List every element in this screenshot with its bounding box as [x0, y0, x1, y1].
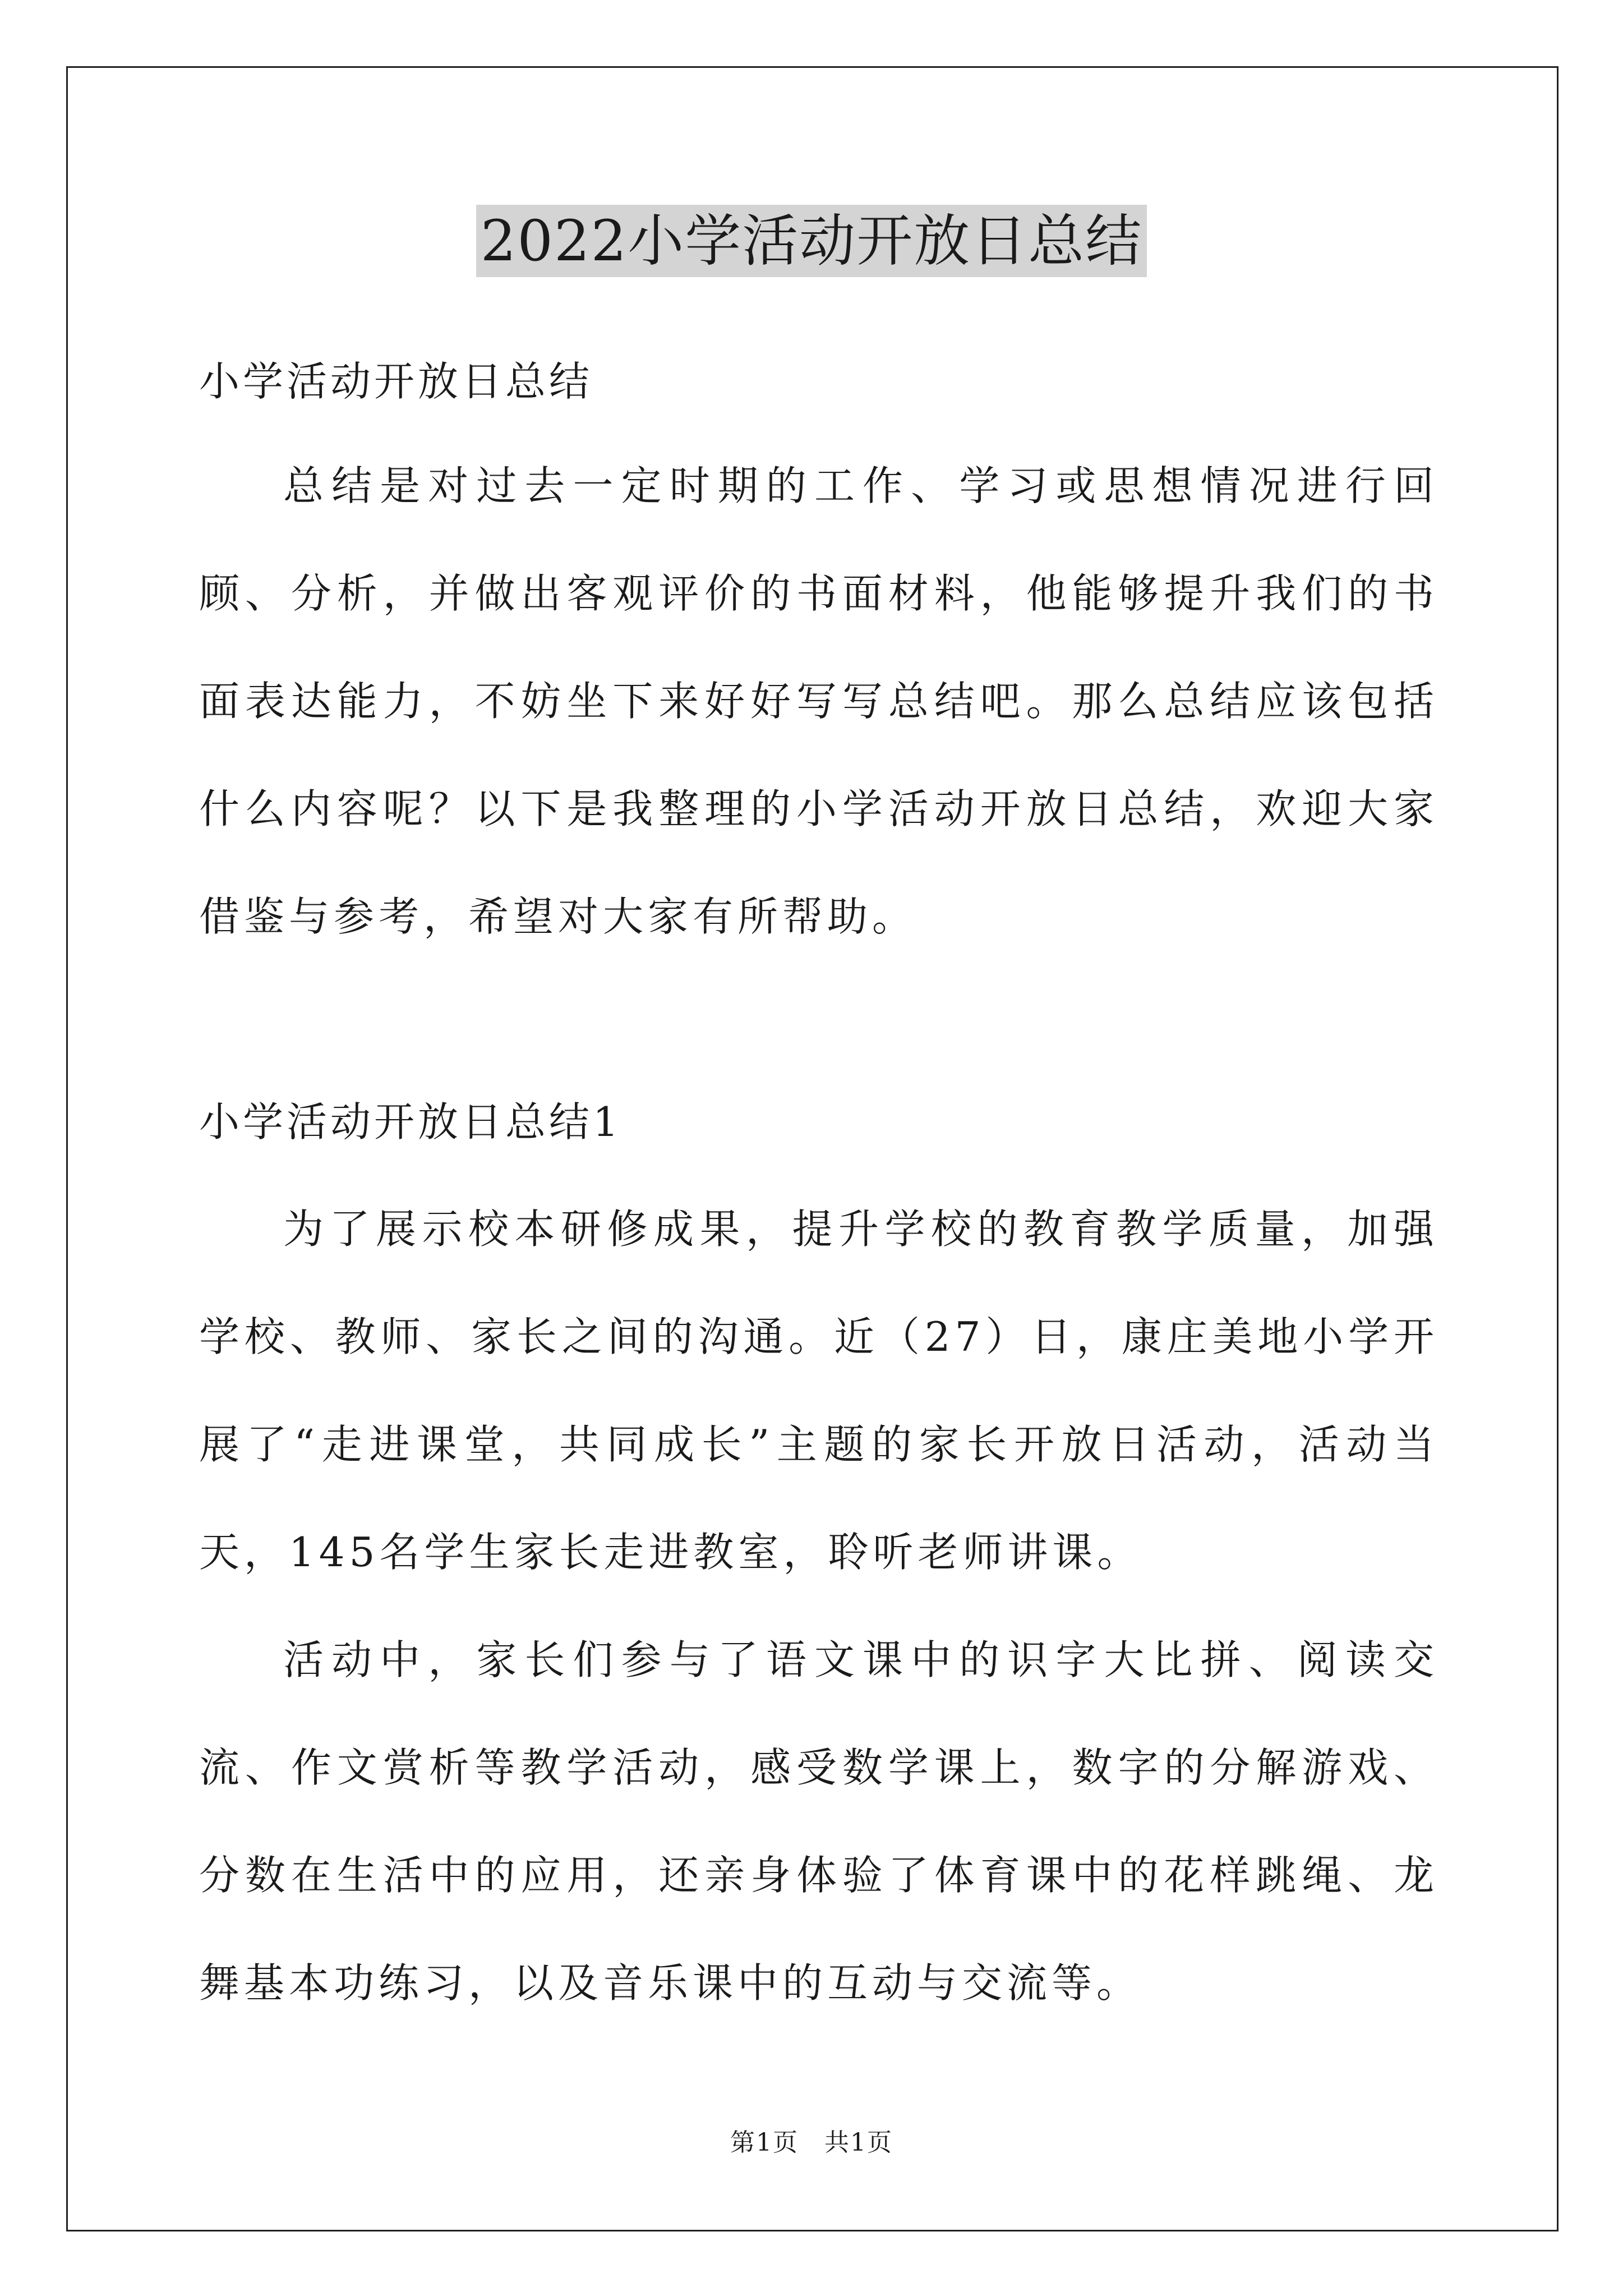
intro-section [199, 432, 1438, 970]
document-title-text: 2022小学活动开放日总结 [476, 205, 1147, 277]
section-1-heading: 小学活动开放日总结1 [199, 1098, 622, 1145]
section-1-paragraph-1: 为了展示校本研修成果，提升学校的教育教学质量，加强学校、教师、家长之间的沟通。近（27）日，康庄美地小学开展了“走进课堂，共同成长”主题的家长开放日活动，活动当天，145名学生家长走进教室，聆听老师讲课。 [199, 1205, 1438, 1576]
section-1-paragraph-2: 活动中，家长们参与了语文课中的识字大比拼、阅读交流、作文赏析等教学活动，感受数学课上，数字的分解游戏、分数在生活中的应用，还亲身体验了体育课中的花样跳绳、龙舞基本功练习，以及音乐课中的互动与交流等。 [199, 1636, 1438, 2007]
document-title [0, 202, 1623, 280]
intro-paragraph: 总结是对过去一定时期的工作、学习或思想情况进行回顾、分析，并做出客观评价的书面材料，他能够提升我们的书面表达能力，不妨坐下来好好写写总结吧。那么总结应该包括什么内容呢？以下是我整理的小学活动开放日总结，欢迎大家借鉴与参考，希望对大家有所帮助。 [199, 462, 1438, 940]
document-subtitle: 小学活动开放日总结 [199, 358, 593, 405]
page-footer: 第1页 共1页 [730, 2128, 893, 2157]
section-1-body [199, 1175, 1438, 2037]
